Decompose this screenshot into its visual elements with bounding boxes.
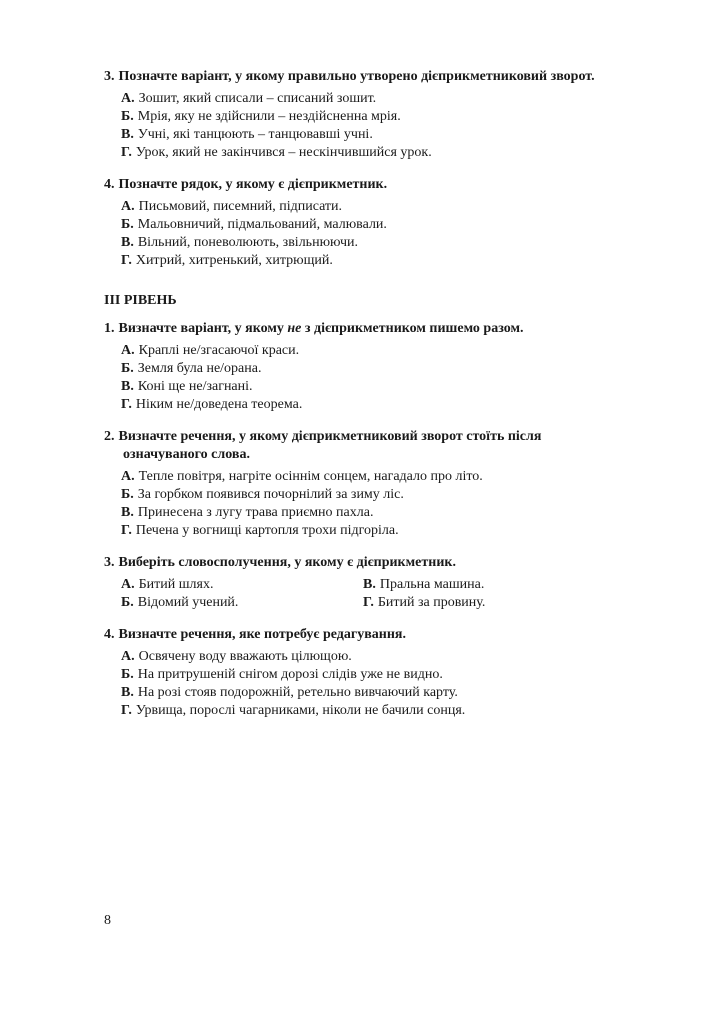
question-title	[104, 626, 664, 644]
question-title	[104, 428, 664, 464]
question-text: Визначте речення, у якому дієприкметниковий зворот стоїть після	[118, 429, 542, 444]
answer-option	[104, 702, 664, 720]
option-text: Урок, який не закінчився – нескінчившийся урок.	[135, 145, 432, 160]
answer-option	[104, 108, 664, 126]
option-letter: Г.	[121, 253, 132, 268]
question-title	[104, 320, 664, 338]
option-letter: А.	[121, 469, 135, 484]
option-text: Земля була не/орана.	[137, 361, 262, 376]
option-text: Письмовий, писемний, підписати.	[138, 199, 343, 214]
option-text: Коні ще не/загнані.	[137, 379, 253, 394]
question-text: Виберіть словосполучення, у якому є дієприкметник.	[118, 555, 456, 570]
answer-option	[104, 504, 664, 522]
question-number: 4.	[104, 177, 115, 192]
answer-option	[104, 666, 664, 684]
answer-option	[104, 126, 664, 144]
option-text: Краплі не/згасаючої краси.	[138, 343, 300, 358]
answer-option	[363, 576, 613, 594]
answer-option	[104, 378, 664, 396]
option-letter: Б.	[121, 667, 134, 682]
option-letter: В.	[121, 127, 134, 142]
answer-option	[104, 486, 664, 504]
option-text: Тепле повітря, нагріте осіннім сонцем, нагадало про літо.	[138, 469, 483, 484]
option-letter: В.	[121, 685, 134, 700]
option-letter: Б.	[121, 595, 134, 610]
option-text: Хитрий, хитренький, хитрющий.	[135, 253, 333, 268]
answer-option	[104, 342, 664, 360]
option-text: Відомий учений.	[137, 595, 239, 610]
question-block	[104, 68, 664, 162]
question-text: Визначте варіант, у якому	[118, 321, 288, 336]
option-letter: Г.	[363, 595, 374, 610]
answer-option	[104, 252, 664, 270]
answer-option	[104, 396, 664, 414]
question-emphasis: не	[287, 321, 302, 336]
question-block	[104, 320, 664, 414]
option-text: Освячену воду вважають цілющою.	[138, 649, 352, 664]
option-text: Битий шлях.	[138, 577, 214, 592]
question-text: Позначте рядок, у якому є дієприкметник.	[118, 177, 388, 192]
answer-option	[104, 360, 664, 378]
option-letter: А.	[121, 649, 135, 664]
option-letter: В.	[363, 577, 376, 592]
answer-option	[121, 576, 363, 594]
question-title	[104, 68, 664, 86]
option-text: Пральна машина.	[379, 577, 485, 592]
answer-option	[104, 216, 664, 234]
option-text: Принесена з лугу трава приємно пахла.	[137, 505, 374, 520]
option-text: Мальовничий, підмальований, малювали.	[137, 217, 387, 232]
answer-option	[104, 468, 664, 486]
option-text: За горбком появився почорнілий за зиму ліс.	[137, 487, 404, 502]
option-letter: Г.	[121, 145, 132, 160]
answer-option	[121, 594, 363, 612]
question-text-continuation: означуваного слова.	[123, 447, 250, 462]
option-letter: Б.	[121, 361, 134, 376]
option-letter: А.	[121, 343, 135, 358]
answer-option	[104, 234, 664, 252]
option-letter: А.	[121, 91, 135, 106]
question-number: 3.	[104, 555, 115, 570]
option-text: Урвища, порослі чагарниками, ніколи не бачили сонця.	[135, 703, 466, 718]
option-text: Вільний, поневолюють, звільнюючи.	[137, 235, 358, 250]
question-title	[104, 176, 664, 194]
question-block	[104, 626, 664, 720]
answer-option	[104, 648, 664, 666]
question-number: 1.	[104, 321, 115, 336]
option-text: Учні, які танцюють – танцювавші учні.	[137, 127, 373, 142]
question-text: з дієприкметником пишемо разом.	[301, 321, 524, 336]
option-letter: Г.	[121, 703, 132, 718]
question-number: 4.	[104, 627, 115, 642]
question-text: Позначте варіант, у якому правильно утворено дієприкметниковий зворот.	[118, 69, 595, 84]
answer-option	[104, 144, 664, 162]
option-text: Битий за провину.	[377, 595, 486, 610]
option-text: Печена у вогнищі картопля трохи підгоріла.	[135, 523, 399, 538]
option-letter: В.	[121, 505, 134, 520]
option-letter: А.	[121, 577, 135, 592]
answer-option	[363, 594, 613, 612]
option-letter: Б.	[121, 487, 134, 502]
question-block	[104, 554, 664, 612]
question-number: 2.	[104, 429, 115, 444]
page-content	[104, 68, 664, 734]
option-letter: Б.	[121, 109, 134, 124]
option-letter: В.	[121, 235, 134, 250]
answer-grid	[104, 576, 664, 612]
option-text: На притрушеній снігом дорозі слідів уже не видно.	[137, 667, 443, 682]
option-text: Зошит, який списали – списаний зошит.	[138, 91, 377, 106]
option-letter: Г.	[121, 523, 132, 538]
option-text: Ніким не/доведена теорема.	[135, 397, 303, 412]
question-number: 3.	[104, 69, 115, 84]
section-title: ІІІ РІВЕНЬ	[104, 293, 177, 308]
answer-option	[104, 522, 664, 540]
option-text: Мрія, яку не здійснили – нездійсненна мрія.	[137, 109, 401, 124]
option-letter: А.	[121, 199, 135, 214]
question-block	[104, 428, 664, 540]
option-letter: Б.	[121, 217, 134, 232]
question-title	[104, 554, 664, 572]
question-block	[104, 176, 664, 270]
question-text: Визначте речення, яке потребує редагування.	[118, 627, 406, 642]
answer-option	[104, 198, 664, 216]
page-number: 8	[104, 913, 111, 928]
option-text: На розі стояв подорожній, ретельно вивчаючий карту.	[137, 685, 458, 700]
answer-option	[104, 90, 664, 108]
option-letter: Г.	[121, 397, 132, 412]
answer-option	[104, 684, 664, 702]
option-letter: В.	[121, 379, 134, 394]
